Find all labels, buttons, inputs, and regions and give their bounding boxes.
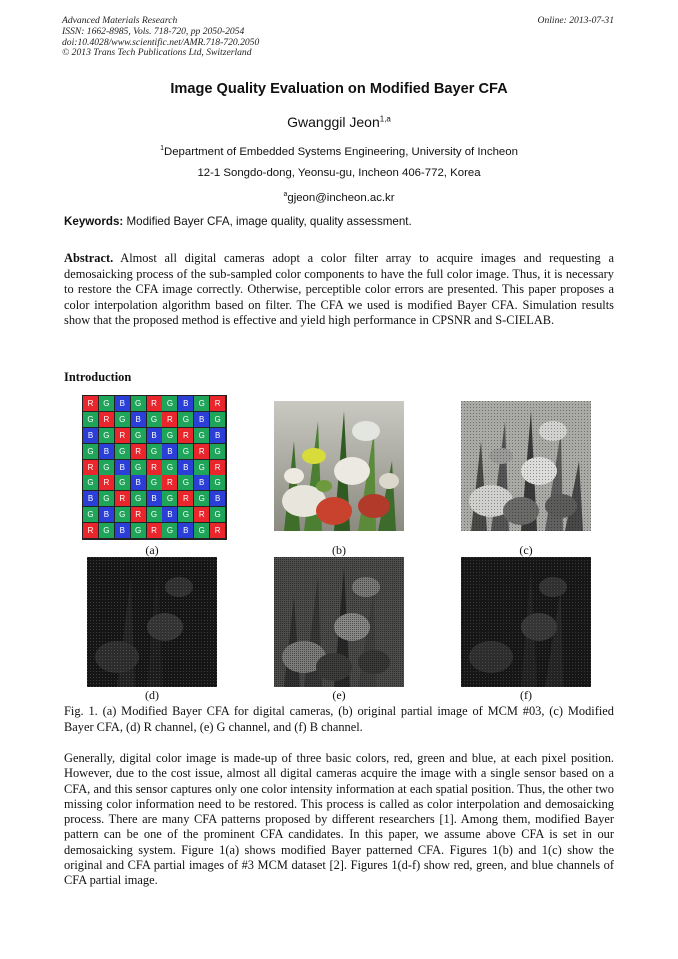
cfa-cell-b: B [115, 460, 131, 476]
cfa-cell-g: G [115, 475, 131, 491]
cfa-cell-r: R [194, 507, 210, 523]
cfa-cell-g: G [131, 428, 147, 444]
cfa-cell-g: G [194, 460, 210, 476]
cfa-cell-g: G [83, 507, 99, 523]
copyright-line: © 2013 Trans Tech Publications Ltd, Switzerland [62, 47, 252, 59]
label-a: (a) [145, 543, 159, 557]
red-channel-image [87, 557, 217, 687]
label-d: (d) [145, 688, 159, 702]
cfa-cell-g: G [210, 412, 226, 428]
cfa-cell-g: G [83, 475, 99, 491]
cfa-cell-r: R [115, 491, 131, 507]
journal-name: Advanced Materials Research [62, 15, 178, 26]
cfa-cell-b: B [178, 523, 194, 539]
cfa-cell-r: R [83, 396, 99, 412]
keywords-label: Keywords: [64, 215, 124, 228]
cfa-cell-b: B [99, 444, 115, 460]
cfa-cell-g: G [178, 475, 194, 491]
label-b: (b) [332, 543, 346, 557]
keywords-text: Modified Bayer CFA, image quality, quality assessment. [123, 215, 412, 228]
email-line [0, 184, 678, 209]
cfa-cell-g: G [131, 396, 147, 412]
cfa-cell-g: G [147, 412, 163, 428]
affiliation-line-2: 12-1 Songdo-dong, Yeonsu-gu, Incheon 406-772, Korea [197, 166, 481, 179]
cfa-cell-r: R [210, 460, 226, 476]
body-paragraph: Generally, digital color image is made-up of three basic colors, red, green and blue, at each pixel position. However, due to the cost issue, almost all digital cameras acquire the image with a single sensor based on a CFA, and this sensor captures only one color intensity information at each spatial position. Thus, the other two missing color information need to be restored. This process is called as color interpolation and demosaicking process. There are many CFA patterns proposed by different researchers [1]. Among them, modified Bayer pattern can be one of the prominent CFA candidates. In this paper, we assume above CFA is set in our demosaicking system. Figure 1(a) shows modified Bayer patterned CFA. Figures 1(b) and 1(c) show the original and CFA partial images of #3 MCM dataset [2]. Figures 1(d-f) show red, green, and blue channels of CFA partial image. [64, 751, 614, 888]
label-e: (e) [332, 688, 346, 702]
cfa-cell-r: R [147, 523, 163, 539]
cfa-partial-image [461, 401, 591, 531]
email-address: gjeon@incheon.ac.kr [287, 191, 395, 204]
cfa-cell-g: G [194, 491, 210, 507]
cfa-cell-b: B [210, 491, 226, 507]
cfa-cell-g: G [210, 507, 226, 523]
cfa-cell-g: G [115, 444, 131, 460]
cfa-cell-b: B [115, 396, 131, 412]
cfa-cell-r: R [178, 428, 194, 444]
cfa-cell-b: B [131, 475, 147, 491]
cfa-cell-g: G [178, 444, 194, 460]
cfa-cell-g: G [162, 491, 178, 507]
cfa-cell-g: G [83, 412, 99, 428]
cfa-cell-r: R [162, 475, 178, 491]
cfa-cell-g: G [194, 428, 210, 444]
cfa-cell-r: R [178, 491, 194, 507]
cfa-cell-r: R [115, 428, 131, 444]
cfa-cell-r: R [210, 523, 226, 539]
label-f: (f) [520, 688, 532, 702]
cfa-cell-r: R [194, 444, 210, 460]
cfa-cell-b: B [178, 396, 194, 412]
abstract-text: Almost all digital cameras adopt a color filter array to acquire images and requesting a demosaicking process of the sub-sampled color components to have the full color image. Thus, it is necessary to restore the CFA image correctly. Otherwise, perceptible color errors are presented. This paper proposes a color interpolation algorithm based on filter. The CFA we used is modified Bayer CFA. Simulation results show that the proposed method is effective and yield high performance in CPSNR and S-CIELAB. [64, 251, 614, 328]
cfa-cell-g: G [178, 412, 194, 428]
email-sup: a [283, 190, 288, 198]
cfa-cell-g: G [162, 396, 178, 412]
cfa-cell-r: R [131, 507, 147, 523]
cfa-cell-g: G [99, 428, 115, 444]
cfa-cell-b: B [162, 507, 178, 523]
cfa-cell-g: G [147, 507, 163, 523]
cfa-cell-b: B [162, 444, 178, 460]
blue-channel-image [461, 557, 591, 687]
journal-header [62, 16, 392, 59]
cfa-cell-r: R [99, 475, 115, 491]
cfa-cell-g: G [131, 523, 147, 539]
cfa-cell-g: G [115, 412, 131, 428]
cfa-cell-g: G [115, 507, 131, 523]
modified-bayer-cfa-grid [82, 395, 227, 540]
cfa-cell-b: B [194, 475, 210, 491]
cfa-cell-r: R [83, 460, 99, 476]
cfa-cell-g: G [99, 491, 115, 507]
cfa-cell-g: G [178, 507, 194, 523]
cfa-cell-b: B [210, 428, 226, 444]
cfa-cell-g: G [194, 523, 210, 539]
author-sup: 1,a [379, 114, 391, 124]
original-flower-image [274, 401, 404, 531]
cfa-cell-g: G [131, 491, 147, 507]
cfa-cell-g: G [99, 396, 115, 412]
author-name: Gwanggil Jeon [287, 114, 380, 130]
affiliation-dept: Department of Embedded Systems Engineering, University of Incheon [163, 145, 518, 158]
cfa-cell-g: G [162, 460, 178, 476]
section-heading-introduction: Introduction [64, 370, 132, 384]
cfa-cell-b: B [99, 507, 115, 523]
cfa-cell-g: G [210, 475, 226, 491]
cfa-cell-b: B [83, 491, 99, 507]
abstract-paragraph [64, 251, 614, 329]
cfa-cell-r: R [99, 412, 115, 428]
affiliation-block [0, 138, 678, 209]
cfa-cell-g: G [99, 460, 115, 476]
cfa-cell-r: R [83, 523, 99, 539]
cfa-cell-r: R [210, 396, 226, 412]
affiliation-line-1 [0, 138, 678, 163]
cfa-cell-g: G [131, 460, 147, 476]
cfa-cell-g: G [83, 444, 99, 460]
cfa-cell-g: G [194, 396, 210, 412]
cfa-cell-g: G [162, 428, 178, 444]
author-line [0, 114, 678, 130]
cfa-cell-b: B [115, 523, 131, 539]
green-channel-image [274, 557, 404, 687]
cfa-cell-b: B [147, 428, 163, 444]
cfa-cell-g: G [162, 523, 178, 539]
keywords-line [64, 215, 624, 228]
figure-caption: Fig. 1. (a) Modified Bayer CFA for digital cameras, (b) original partial image of MCM #03, (c) Modified Bayer CFA, (d) R channel, (e) G channel, and (f) B channel. [64, 704, 614, 734]
issn-line: ISSN: 1662-8985, Vols. 718-720, pp 2050-2054 [62, 25, 245, 37]
abstract-label: Abstract. [64, 251, 114, 265]
cfa-cell-r: R [162, 412, 178, 428]
affiliation-sup: 1 [160, 145, 164, 152]
cfa-cell-b: B [131, 412, 147, 428]
cfa-cell-r: R [147, 396, 163, 412]
cfa-cell-g: G [147, 444, 163, 460]
cfa-cell-g: G [99, 523, 115, 539]
doi-line: doi:10.4028/www.scientific.net/AMR.718-720.2050 [62, 36, 260, 48]
label-c: (c) [519, 543, 533, 557]
cfa-cell-g: G [147, 475, 163, 491]
cfa-cell-b: B [147, 491, 163, 507]
cfa-cell-b: B [194, 412, 210, 428]
online-date: Online: 2013-07-31 [537, 15, 614, 26]
paper-title: Image Quality Evaluation on Modified Bayer CFA [170, 81, 508, 97]
cfa-cell-g: G [210, 444, 226, 460]
cfa-cell-r: R [131, 444, 147, 460]
cfa-cell-r: R [147, 460, 163, 476]
cfa-cell-b: B [178, 460, 194, 476]
cfa-cell-b: B [83, 428, 99, 444]
